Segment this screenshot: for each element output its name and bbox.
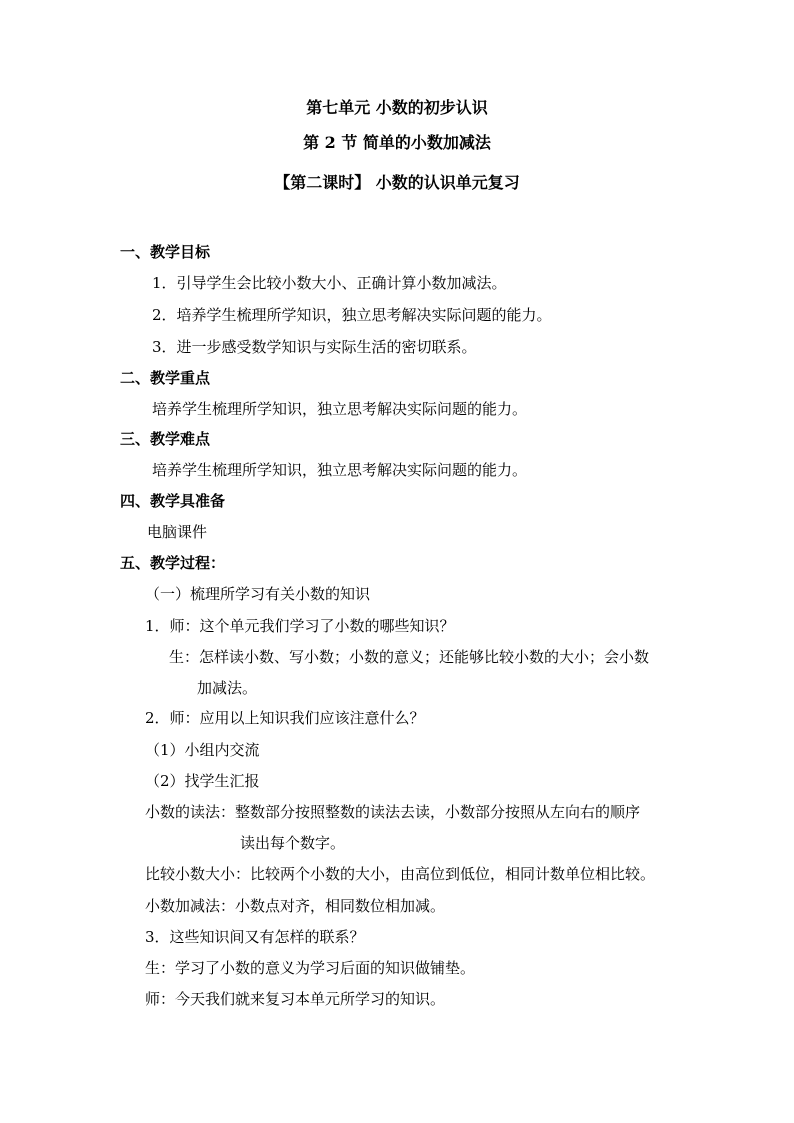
- process-line: 2．师：应用以上知识我们应该注意什么？: [145, 709, 425, 727]
- process-line: （2）找学生汇报: [145, 772, 260, 790]
- process-line: 小数加减法：小数点对齐，相同数位相加减。: [145, 897, 446, 915]
- objective-item: 3．进一步感受数学知识与实际生活的密切联系。: [152, 338, 477, 356]
- heading-difficulties: 三、教学难点: [120, 430, 211, 448]
- process-line: 比较小数大小：比较两个小数的大小，由高位到低位，相同计数单位相比较。: [145, 865, 656, 883]
- heading-materials: 四、教学具准备: [120, 492, 226, 510]
- process-line: 读出每个数字。: [240, 834, 346, 852]
- heading-process: 五、教学过程：: [120, 554, 226, 572]
- process-line: （一）梳理所学习有关小数的知识: [145, 585, 371, 603]
- heading-objectives: 一、教学目标: [120, 243, 211, 261]
- lesson-title: 【第二课时】 小数的认识单元复习: [274, 173, 520, 192]
- unit-title: 第七单元 小数的初步认识: [306, 98, 488, 117]
- process-line: 3．这些知识间又有怎样的联系？: [145, 928, 365, 946]
- process-line: （1）小组内交流: [145, 741, 260, 759]
- objective-item: 2．培养学生梳理所学知识，独立思考解决实际问题的能力。: [152, 306, 552, 324]
- key-points-text: 培养学生梳理所学知识，独立思考解决实际问题的能力。: [152, 400, 528, 418]
- process-line: 生：学习了小数的意义为学习后面的知识做铺垫。: [145, 959, 476, 977]
- heading-key-points: 二、教学重点: [120, 369, 211, 387]
- materials-text: 电脑课件: [147, 523, 208, 541]
- process-line: 加减法。: [197, 679, 258, 697]
- process-line: 师：今天我们就来复习本单元所学习的知识。: [145, 990, 446, 1008]
- process-line: 1．师：这个单元我们学习了小数的哪些知识？: [145, 617, 455, 635]
- process-line: 小数的读法：整数部分按照整数的读法去读，小数部分按照从左向右的顺序: [145, 803, 641, 821]
- difficulties-text: 培养学生梳理所学知识，独立思考解决实际问题的能力。: [152, 461, 528, 479]
- section-title: 第 2 节 简单的小数加减法: [303, 133, 491, 152]
- objective-item: 1．引导学生会比较小数大小、正确计算小数加减法。: [152, 274, 507, 292]
- process-line: 生：怎样读小数、写小数；小数的意义；还能够比较小数的大小；会小数: [169, 648, 650, 666]
